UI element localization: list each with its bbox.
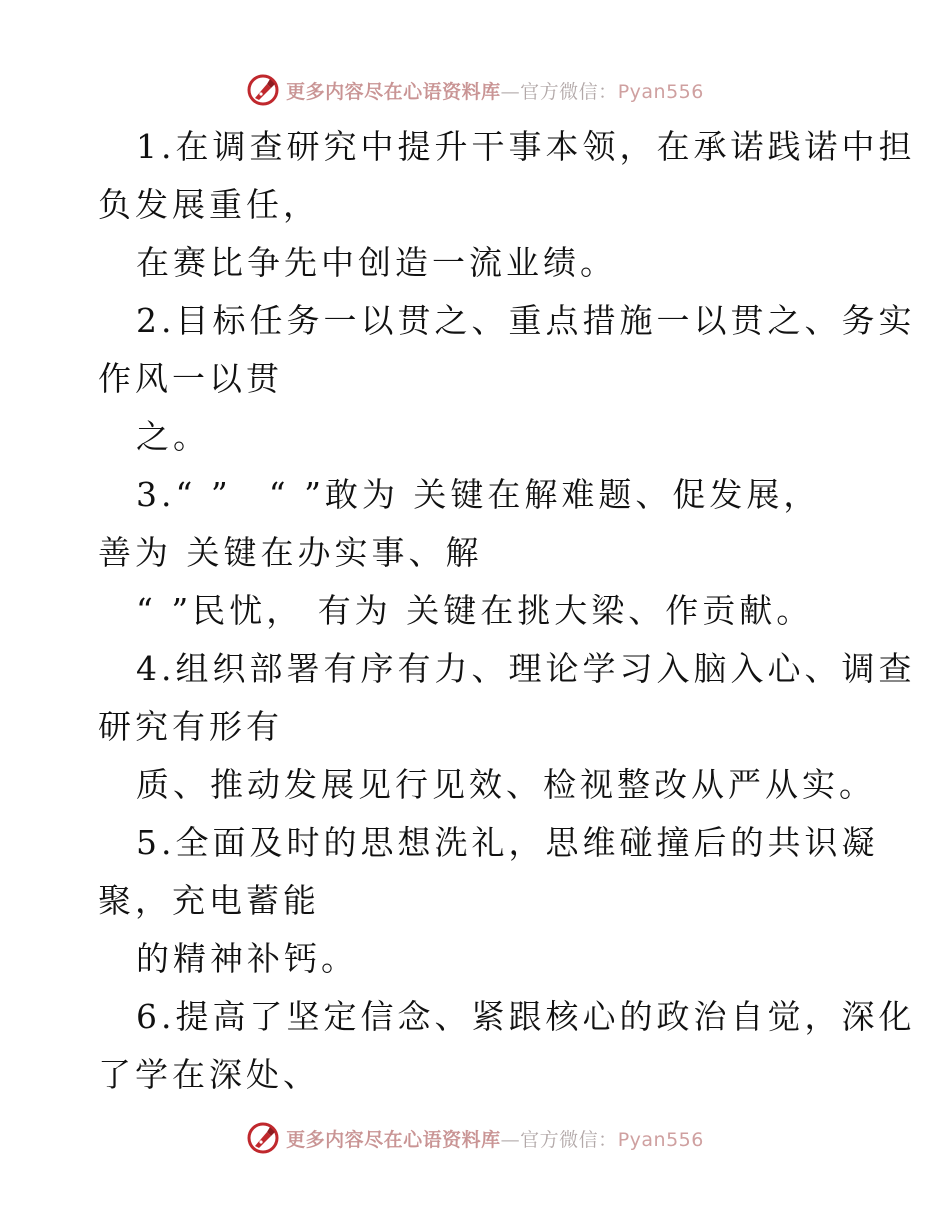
header-banner-text [286,77,704,104]
footer-separator: — [500,1128,521,1151]
text-line: 在赛比争先中创造一流业绩。 [136,243,617,282]
text-line: 4.组织部署有序有力、理论学习入脑入心、调查 [136,649,916,688]
text-line: 了学在深处、 [98,1055,320,1094]
footer-banner [0,1118,950,1158]
pen-nib-circle-icon [246,1121,280,1155]
header-brand: 更多内容尽在心语资料库 [286,80,501,103]
text-line: 1.在调查研究中提升干事本领，在承诺践诺中担 [136,127,916,166]
text-line: 2.目标任务一以贯之、重点措施一以贯之、务实 [136,301,916,340]
text-line: 善为 关键在办实事、解 [98,533,483,572]
text-line: 之。 [136,417,210,456]
footer-account: Pyan556 [617,1128,704,1151]
footer-banner-text [286,1125,704,1152]
header-separator: — [500,80,521,103]
pen-nib-circle-icon [246,73,280,107]
text-line: 质、推动发展见行见效、检视整改从严从实。 [136,765,876,804]
text-line: 作风一以贯 [98,359,283,398]
text-line: 的精神补钙。 [136,939,358,978]
text-line: 负发展重任， [98,185,320,224]
document-body [98,118,916,1104]
header-banner [0,70,950,110]
footer-brand: 更多内容尽在心语资料库 [286,1128,501,1151]
text-line: 6.提高了坚定信念、紧跟核心的政治自觉，深化 [136,997,916,1036]
text-line: 3.“ ” “ ”敢为 关键在解难题、促发展， [136,475,821,514]
text-line: 5.全面及时的思想洗礼，思维碰撞后的共识凝 [136,823,879,862]
header-wechat-label: 官方微信： [520,80,618,103]
text-line: “ ”民忧， 有为 关键在挑大梁、作贡献。 [136,591,814,630]
header-account: Pyan556 [617,80,704,103]
text-line: 聚，充电蓄能 [98,881,320,920]
text-line: 研究有形有 [98,707,283,746]
footer-wechat-label: 官方微信： [520,1128,618,1151]
